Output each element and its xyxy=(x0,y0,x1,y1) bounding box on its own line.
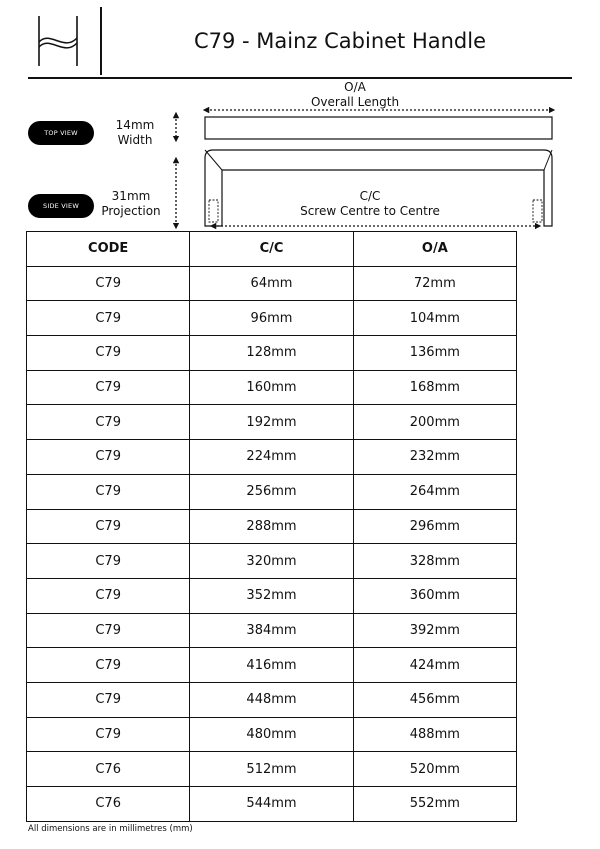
oa-cell: 328mm xyxy=(353,544,516,579)
code-cell: C79 xyxy=(27,266,190,301)
oa-text: Overall Length xyxy=(310,95,400,109)
oa-cell: 104mm xyxy=(353,301,516,336)
code-cell: C79 xyxy=(27,440,190,475)
projection-value: 31mm xyxy=(111,189,151,203)
cc-cell: 128mm xyxy=(190,336,353,371)
width-value: 14mm xyxy=(115,118,155,132)
top-view-outline xyxy=(205,117,552,139)
footnote: All dimensions are in millimetres (mm) xyxy=(28,824,193,834)
cc-cell: 480mm xyxy=(190,717,353,752)
oa-cell: 72mm xyxy=(353,266,516,301)
oa-cell: 456mm xyxy=(353,682,516,717)
cc-abbrev: C/C xyxy=(359,189,381,203)
cc-cell: 64mm xyxy=(190,266,353,301)
width-text: Width xyxy=(117,133,153,147)
code-cell: C79 xyxy=(27,336,190,371)
cc-cell: 448mm xyxy=(190,682,353,717)
code-cell: C79 xyxy=(27,474,190,509)
table-row xyxy=(27,752,517,787)
oa-cell: 424mm xyxy=(353,648,516,683)
oa-cell: 264mm xyxy=(353,474,516,509)
cc-cell: 416mm xyxy=(190,648,353,683)
cc-cell: 192mm xyxy=(190,405,353,440)
cc-cell: 224mm xyxy=(190,440,353,475)
table-row xyxy=(27,613,517,648)
oa-abbrev: O/A xyxy=(344,80,366,94)
code-cell: C79 xyxy=(27,370,190,405)
table-row xyxy=(27,474,517,509)
cc-cell: 512mm xyxy=(190,752,353,787)
table-row xyxy=(27,336,517,371)
code-cell: C76 xyxy=(27,787,190,822)
code-cell: C76 xyxy=(27,752,190,787)
code-cell: C79 xyxy=(27,578,190,613)
oa-cell: 520mm xyxy=(353,752,516,787)
cc-cell: 160mm xyxy=(190,370,353,405)
column-header-cc: C/C xyxy=(190,232,353,267)
table-body xyxy=(27,266,517,821)
table-row xyxy=(27,717,517,752)
table-row xyxy=(27,578,517,613)
table-row xyxy=(27,405,517,440)
oa-cell: 392mm xyxy=(353,613,516,648)
cc-cell: 96mm xyxy=(190,301,353,336)
code-cell: C79 xyxy=(27,301,190,336)
column-header-code: CODE xyxy=(27,232,190,267)
oa-cell: 360mm xyxy=(353,578,516,613)
table-row xyxy=(27,301,517,336)
table-row xyxy=(27,544,517,579)
table-row xyxy=(27,648,517,683)
table-row xyxy=(27,682,517,717)
table-row xyxy=(27,266,517,301)
dimensions-table xyxy=(26,231,517,822)
cc-cell: 352mm xyxy=(190,578,353,613)
right-screw-hole xyxy=(533,200,542,222)
code-cell: C79 xyxy=(27,648,190,683)
oa-cell: 200mm xyxy=(353,405,516,440)
top-view-badge: TOP VIEW xyxy=(28,121,94,145)
cc-cell: 256mm xyxy=(190,474,353,509)
projection-label xyxy=(98,189,164,219)
code-cell: C79 xyxy=(27,544,190,579)
table-row xyxy=(27,370,517,405)
cc-cell: 384mm xyxy=(190,613,353,648)
overall-length-label xyxy=(280,80,430,110)
oa-cell: 488mm xyxy=(353,717,516,752)
oa-cell: 296mm xyxy=(353,509,516,544)
table-header-row xyxy=(27,232,517,267)
width-label xyxy=(104,118,166,148)
table-row xyxy=(27,440,517,475)
left-screw-hole xyxy=(209,200,218,222)
projection-text: Projection xyxy=(101,204,161,218)
screw-centre-label xyxy=(270,189,470,219)
oa-cell: 168mm xyxy=(353,370,516,405)
code-cell: C79 xyxy=(27,682,190,717)
code-cell: C79 xyxy=(27,405,190,440)
table-row xyxy=(27,787,517,822)
table-row xyxy=(27,509,517,544)
oa-cell: 136mm xyxy=(353,336,516,371)
page-title: C79 - Mainz Cabinet Handle xyxy=(193,29,487,53)
code-cell: C79 xyxy=(27,717,190,752)
code-cell: C79 xyxy=(27,613,190,648)
cc-cell: 544mm xyxy=(190,787,353,822)
column-header-oa: O/A xyxy=(353,232,516,267)
side-view-badge: SIDE VIEW xyxy=(28,194,94,218)
cc-cell: 320mm xyxy=(190,544,353,579)
cc-text: Screw Centre to Centre xyxy=(300,204,440,218)
oa-cell: 552mm xyxy=(353,787,516,822)
cc-cell: 288mm xyxy=(190,509,353,544)
code-cell: C79 xyxy=(27,509,190,544)
oa-cell: 232mm xyxy=(353,440,516,475)
